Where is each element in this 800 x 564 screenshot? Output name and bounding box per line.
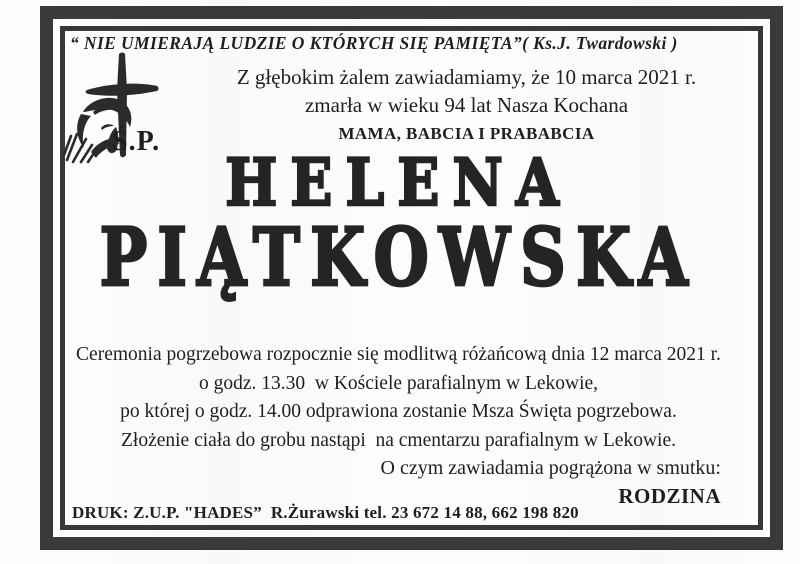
announcement-line-2: zmarła w wieku 94 lat Nasza Kochana [304,93,629,117]
death-announcement [205,63,728,146]
memorial-quote: “ NIE UMIERAJĄ LUDZIE O KTÓRYCH SIĘ PAMIĘTA”( Ks.J. Twardowski ) [70,33,678,53]
ceremony-line-3: po której o godz. 14.00 odprawiona zostanie Msza Święta pogrzebowa. [120,401,677,422]
signoff-block [65,455,721,509]
ceremony-line-4: Złożenie ciała do grobu nastąpi na cmentarzu parafialnym w Lekowie. [121,429,676,451]
family-signature: RODZINA [618,484,721,508]
ceremony-line-2: o godz. 13.30 w Kościele parafialnym w Lekowie, [198,372,599,394]
announcement-line-1: Z głębokim żalem zawiadamiamy, że 10 marca 2021 r. [236,65,697,89]
outer-frame [40,6,783,550]
sp-abbreviation: Ś.P. [112,126,161,157]
deceased-first-name: HELENA [225,143,572,221]
announcement-line-3: MAMA, BABCIA I PRABABCIA [338,124,595,143]
printer-credit: DRUK: Z.U.P. "HADES” R.Żurawski tel. 23 672 14 88, 662 198 820 [72,503,579,522]
content-area [65,31,758,525]
signoff-text: O czym zawiadamia pogrążona w smutku: [380,457,721,479]
ceremony-details [65,341,732,455]
ceremony-line-1: Ceremonia pogrzebowa rozpocznie się modlitwą różańcową dnia 12 marca 2021 r. [76,344,721,365]
deceased-last-name: PIĄTKOWSKA [99,211,698,306]
inner-frame [60,26,763,530]
